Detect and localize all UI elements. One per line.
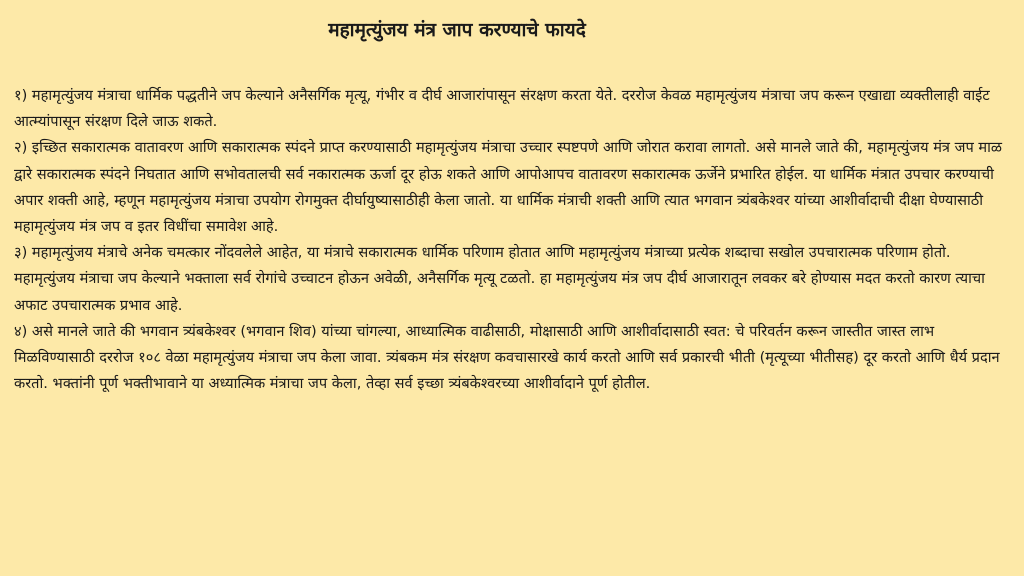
slide-title: महामृत्युंजय मंत्र जाप करण्याचे फायदे: [328, 19, 586, 41]
paragraph-4: ४) असे मानले जाते की भगवान त्र्यंबकेश्वर (भगवान शिव) यांच्या चांगल्या, आध्यात्मिक वाढीसाठी, मोक्षासाठी आणि आशीर्वादासाठी स्वत: चे परिवर्तन करून जास्तीत जास्त लाभ मिळविण्यासाठी दररोज १०८ वेळा महामृत्युंजय मंत्राचा जप केला जावा. त्र्यंबकम मंत्र संरक्षण कवचासारखे कार्य करतो आणि सर्व प्रकारची भीती (मृत्यूच्या भीतीसह) दूर करतो आणि धैर्य प्रदान करतो. भक्तांनी पूर्ण भक्तीभावाने या अध्यात्मिक मंत्राचा जप केला, तेव्हा सर्व इच्छा त्र्यंबकेश्वरच्या आशीर्वादाने पूर्ण होतील.: [14, 322, 1000, 393]
slide-content: [14, 83, 1012, 397]
paragraph-3: ३) महामृत्युंजय मंत्राचे अनेक चमत्कार नोंदवलेले आहेत, या मंत्राचे सकारात्मक धार्मिक परिणाम होतात आणि महामृत्युंजय मंत्राच्या प्रत्येक शब्दाचा सखोल उपचारात्मक परिणाम होतो. महामृत्युंजय मंत्राचा जप केल्याने भक्ताला सर्व रोगांचे उच्चाटन होऊन अवेळी, अनैसर्गिक मृत्यू टळतो. हा महामृत्युंजय मंत्र जप दीर्घ आजारातून लवकर बरे होण्यास मदत करतो कारण त्याचा अफाट उपचारात्मक प्रभाव आहे.: [14, 244, 985, 314]
paragraph-2: २) इच्छित सकारात्मक वातावरण आणि सकारात्मक स्पंदने प्राप्त करण्यासाठी महामृत्युंजय मंत्राचा उच्चार स्पष्टपणे आणि जोरात करावा लागतो. असे मानले जाते की, महामृत्युंजय मंत्र जप माळ द्वारे सकारात्मक स्पंदने निघतात आणि सभोवतालची सर्व नकारात्मक ऊर्जा दूर होऊ शकते आणि आपोआपच वातावरण सकारात्मक ऊर्जेने प्रभारित होईल. या धार्मिक मंत्रात उपचार करण्याची अपार शक्ती आहे, म्हणून महामृत्युंजय मंत्राचा उपयोग रोगमुक्त दीर्घायुष्यासाठीही केला जातो. या धार्मिक मंत्राची शक्ती आणि त्यात भगवान त्र्यंबकेश्वर यांच्या आशीर्वादाची दीक्षा घेण्यासाठी महामृत्युंजय मंत्र जप व इतर विधींचा समावेश आहे.: [14, 139, 1002, 236]
paragraph-1: १) महामृत्युंजय मंत्राचा धार्मिक पद्धतीने जप केल्याने अनैसर्गिक मृत्यू, गंभीर व दीर्घ आजारांपासून संरक्षण करता येते. दररोज केवळ महामृत्युंजय मंत्राचा जप करून एखाद्या व्यक्तीलाही वाईट आत्म्यांपासून संरक्षण दिले जाऊ शकते.: [14, 87, 990, 131]
